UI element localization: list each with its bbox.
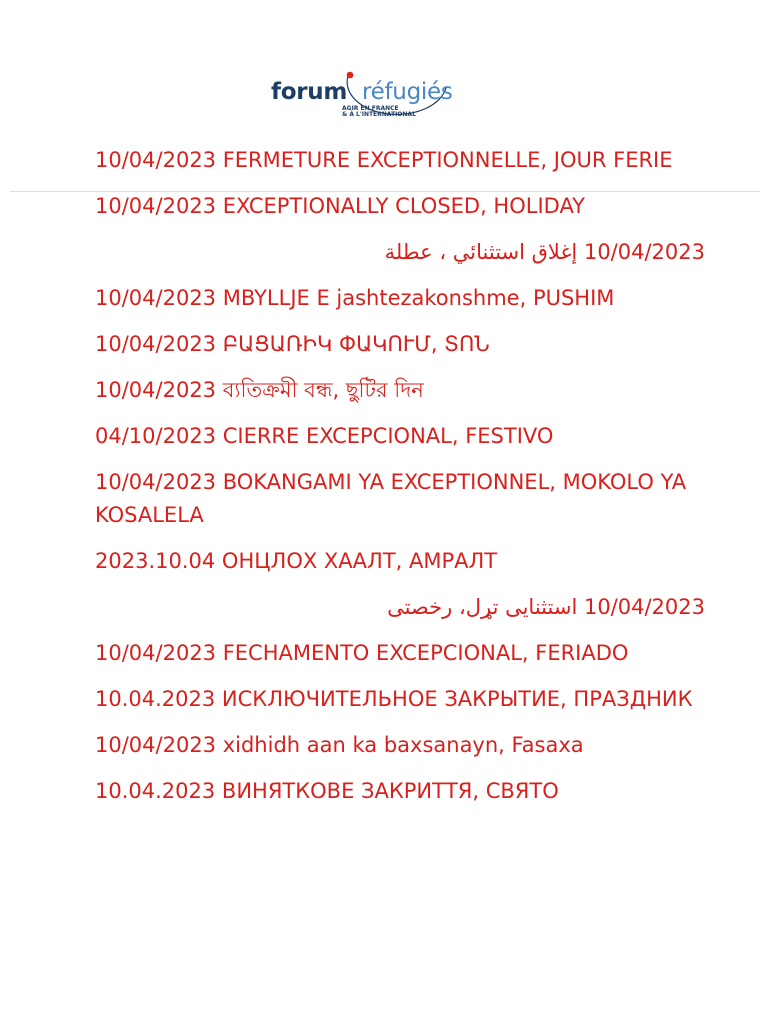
logo-tagline bbox=[342, 106, 416, 118]
notice-mongolian: 2023.10.04 ОНЦЛОХ ХААЛТ, АМРАЛТ bbox=[95, 549, 498, 573]
notice-bengali: 10/04/2023 ব্যতিক্রমী বন্ধ, ছুটির দিন bbox=[95, 378, 424, 402]
forum-refugies-logo bbox=[266, 68, 512, 130]
closure-notice-list bbox=[95, 144, 705, 821]
notice-english: 10/04/2023 EXCEPTIONALLY CLOSED, HOLIDAY bbox=[95, 194, 586, 218]
logo-word-forum: forum bbox=[271, 79, 347, 105]
notice-french: 10/04/2023 FERMETURE EXCEPTIONNELLE, JOUR FERIE bbox=[95, 148, 673, 172]
logo-tagline-line1: AGIR EN FRANCE bbox=[342, 105, 399, 112]
notice-arabic: 10/04/2023 إغلاق استثنائي ، عطلة bbox=[384, 240, 705, 264]
logo-tagline-line2: & À L'INTERNATIONAL bbox=[342, 111, 416, 118]
notice-ukrainian: 10.04.2023 ВИНЯТКОВЕ ЗАКРИТТЯ, СВЯТО bbox=[95, 779, 559, 803]
notice-spanish: 04/10/2023 CIERRE EXCEPCIONAL, FESTIVO bbox=[95, 424, 554, 448]
notice-albanian: 10/04/2023 MBYLLJE E jashtezakonshme, PUSHIM bbox=[95, 286, 615, 310]
notice-portuguese: 10/04/2023 FECHAMENTO EXCEPCIONAL, FERIADO bbox=[95, 641, 629, 665]
notice-russian: 10.04.2023 ИСКЛЮЧИТЕЛЬНОЕ ЗАКРЫТИЕ, ПРАЗДНИК bbox=[95, 687, 693, 711]
notice-pashto: 10/04/2023 استثنایی تړل، رخصتی bbox=[387, 595, 705, 619]
notice-somali: 10/04/2023 xidhidh aan ka baxsanayn, Fasaxa bbox=[95, 733, 584, 757]
logo-word-refugies: réfugiés bbox=[362, 79, 453, 105]
notice-lingala: 10/04/2023 BOKANGAMI YA EXCEPTIONNEL, MOKOLO YA KOSALELA bbox=[95, 470, 687, 527]
notice-armenian: 10/04/2023 ԲԱՑԱՌԻԿ ՓԱԿՈՒՄ, ՏՈՆ bbox=[95, 332, 490, 356]
